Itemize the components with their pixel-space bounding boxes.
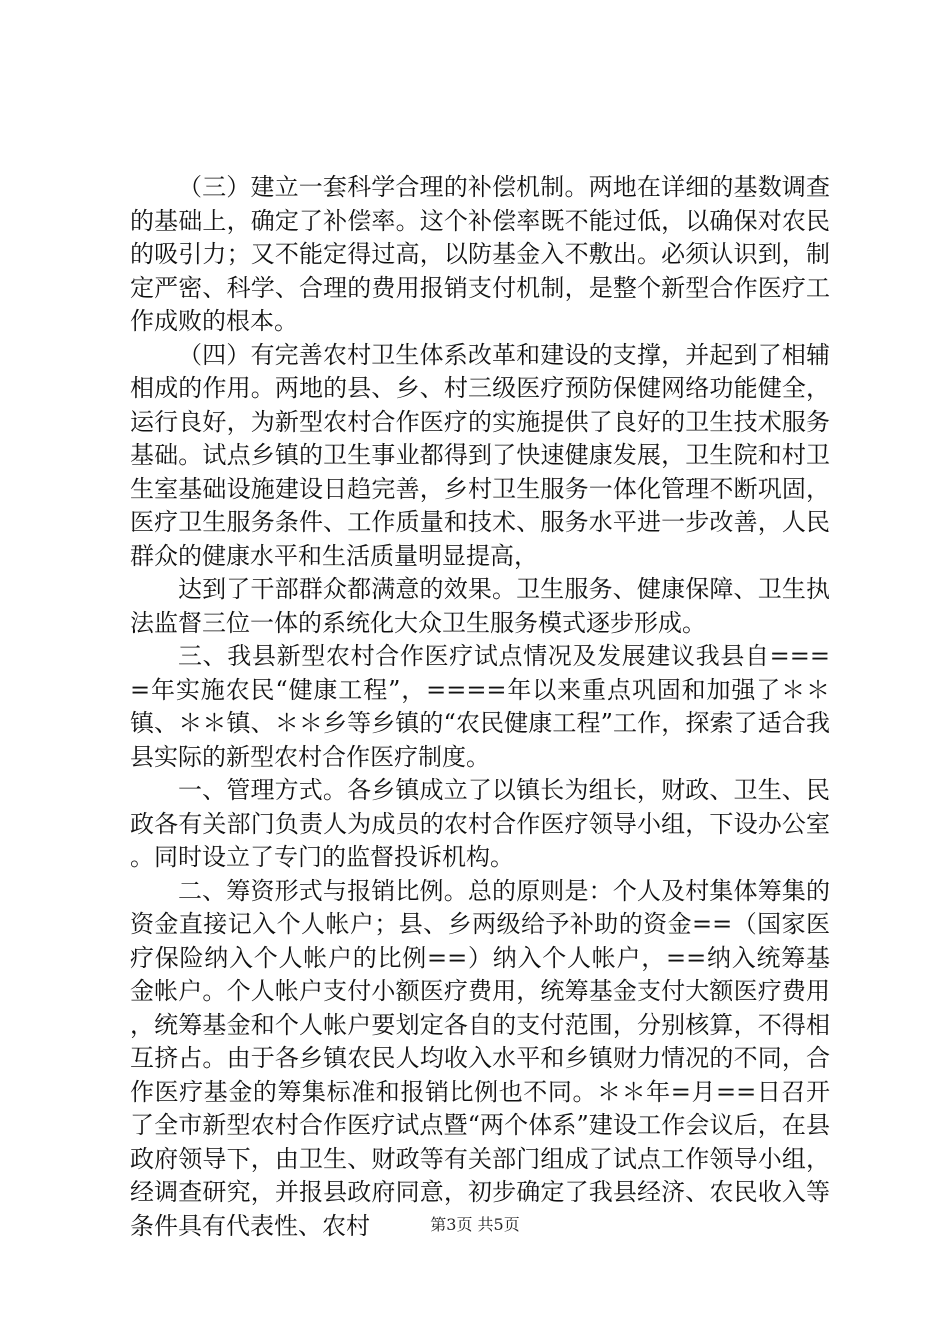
paragraph-county-pilot-situation: 三、我县新型农村合作医疗试点情况及发展建议我县自====年实施农民“健康工程”，====年以来重点巩固和加强了＊＊镇、＊＊镇、＊＊乡等乡镇的“农民健康工程”工作，探索了适合我县实际的新型农村合作医疗制度。 [130,642,830,771]
document-body [130,171,830,1243]
paragraph-management-method: 一、管理方式。各乡镇成立了以镇长为组长，财政、卫生、民政各有关部门负责人为成员的农村合作医疗领导小组，下设办公室。同时设立了专门的监督投诉机构。 [130,776,830,871]
paragraph-satisfaction-effect: 达到了干部群众都满意的效果。卫生服务、健康保障、卫生执法监督三位一体的系统化大众卫生服务模式逐步形成。 [130,575,830,637]
page-number-footer: 第3页 共5页 [430,1215,520,1234]
paragraph-rural-health-system: （四）有完善农村卫生体系改革和建设的支撑，并起到了相辅相成的作用。两地的县、乡、村三级医疗预防保健网络功能健全，运行良好，为新型农村合作医疗的实施提供了良好的卫生技术服务基础。试点乡镇的卫生事业都得到了快速健康发展，卫生院和村卫生室基础设施建设日趋完善，乡村卫生服务一体化管理不断巩固，医疗卫生服务条件、工作质量和技术、服务水平进一步改善，人民群众的健康水平和生活质量明显提高， [130,340,830,570]
paragraph-compensation-mechanism: （三）建立一套科学合理的补偿机制。两地在详细的基数调查的基础上，确定了补偿率。这个补偿率既不能过低，以确保对农民的吸引力；又不能定得过高，以防基金入不敷出。必须认识到，制定严密、科学、合理的费用报销支付机制，是整个新型合作医疗工作成败的根本。 [130,173,830,335]
paragraph-funding-and-reimbursement: 二、筹资形式与报销比例。总的原则是：个人及村集体筹集的资金直接记入个人帐户；县、乡两级给予补助的资金==（国家医疗保险纳入个人帐户的比例==）纳入个人帐户，==纳入统筹基金帐户。个人帐户支付小额医疗费用，统筹基金支付大额医疗费用，统筹基金和个人帐户要划定各自的支付范围，分别核算，不得相互挤占。由于各乡镇农民人均收入水平和乡镇财力情况的不同，合作医疗基金的筹集标准和报销比例也不同。＊＊年=月==日召开了全市新型农村合作医疗试点暨“两个体系”建设工作会议后，在县政府领导下，由卫生、财政等有关部门组成了试点工作领导小组，经调查研究，并报县政府同意，初步确定了我县经济、农民收入等条件具有代表性、农村 [130,876,830,1240]
